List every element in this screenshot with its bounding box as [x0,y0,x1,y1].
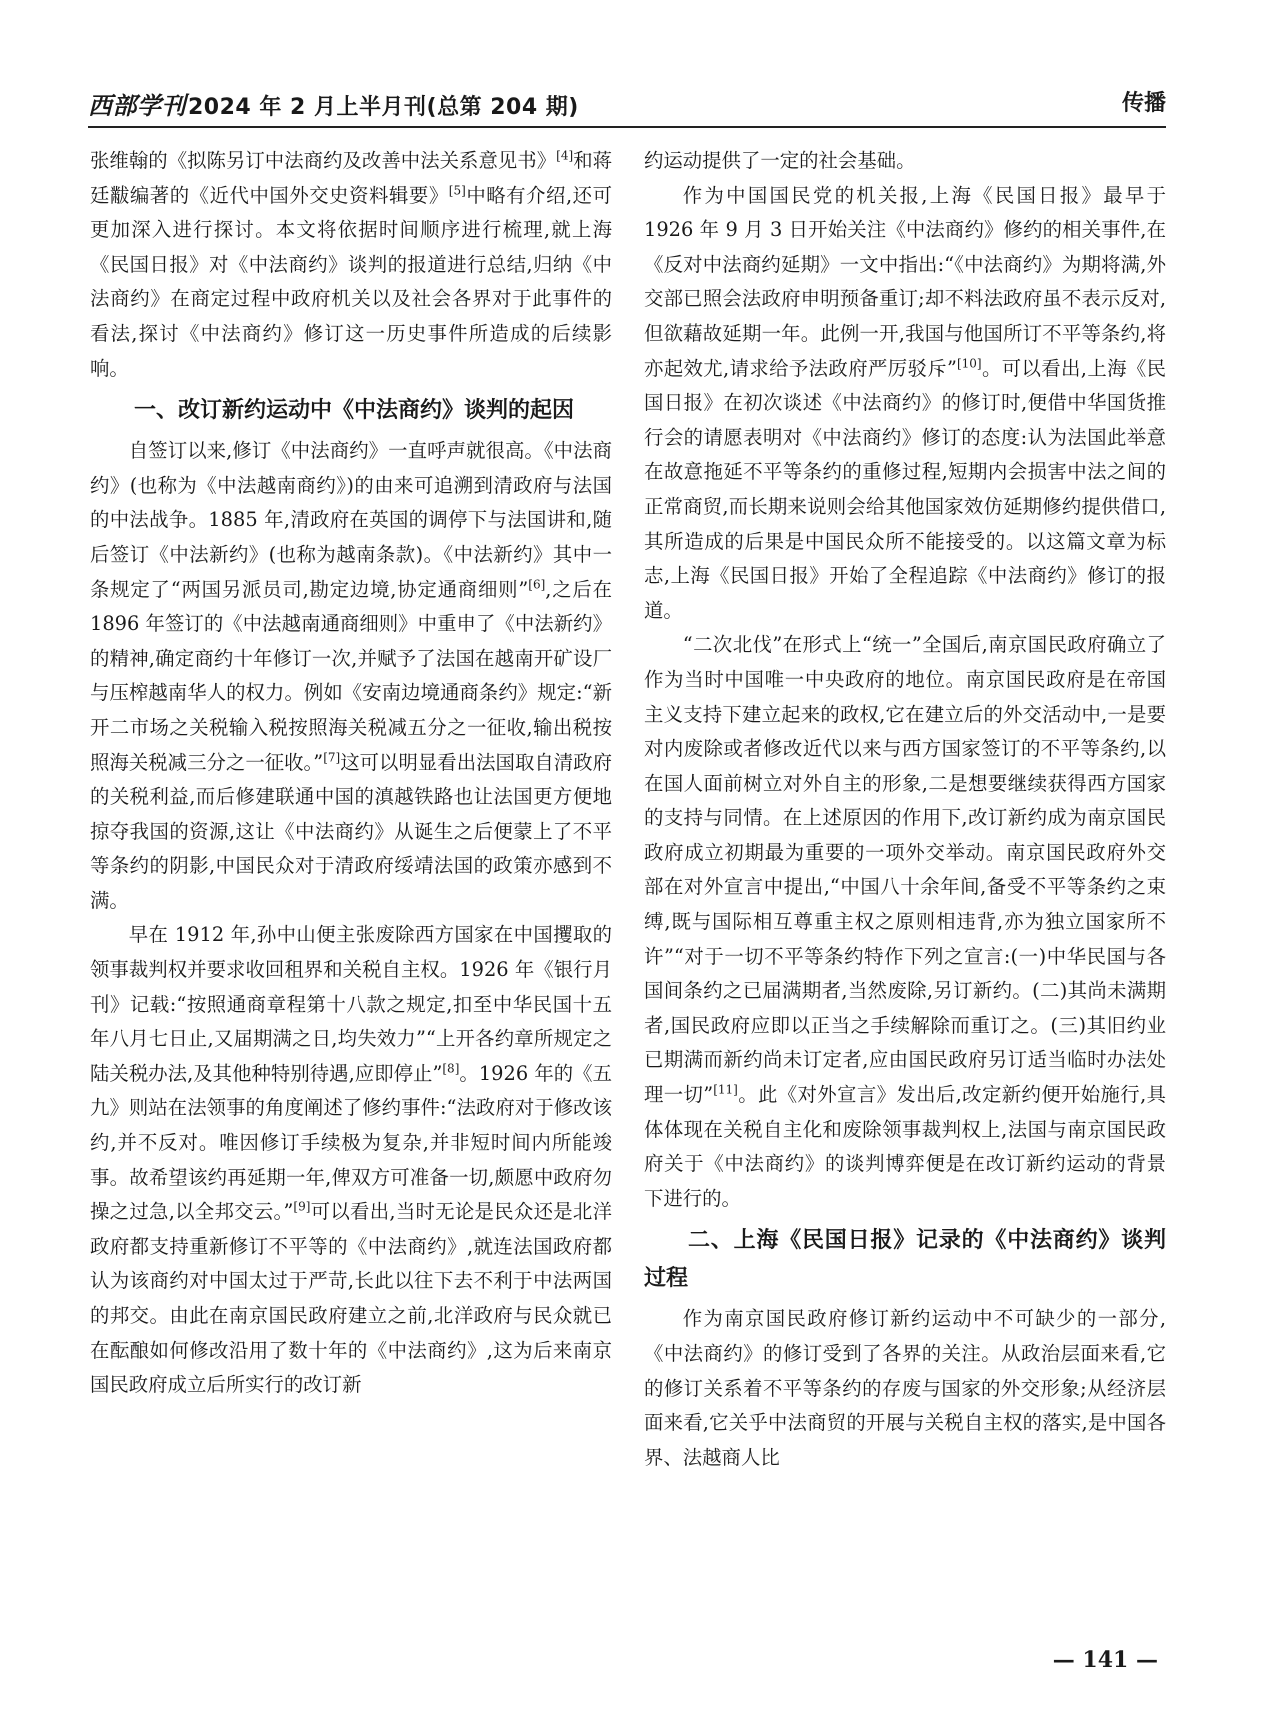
paragraph-text: 一、改订新约运动中《中法商约》谈判的起因 [134,398,575,424]
body-paragraph [644,144,1166,179]
section-label: 传播 [1121,91,1166,116]
citation-ref: [6] [528,577,546,592]
citation-ref: [9] [293,1199,311,1214]
body-paragraph [644,179,1166,629]
section-heading [90,392,612,430]
citation-ref: [10] [956,356,982,371]
citation-ref: [7] [323,750,341,765]
paragraph-text: 这可以明显看出法国取自清政府的关税利益,而后修建联通中国的滇越铁路也让法国更方便地掠夺我国的资源,这让《中法商约》从诞生之后便蒙上了不平等条约的阴影,中国民众对于清政府绥靖法国的政策亦感到不满。 [90,750,613,912]
page-header [88,84,1166,128]
body-paragraph [90,144,612,386]
body-paragraph [90,434,612,918]
paragraph-text: 。1926 年的《五九》则站在法领事的角度阐述了修约事件:“法政府对于修改该约,并不反对。唯因修订手续极为复杂,并非短时间内所能竣事。故希望该约再延期一年,俾双方可准备一切,颇愿中政府勿操之过急,以全邦交云。” [90,1061,612,1224]
paragraph-text: 约运动提供了一定的社会基础。 [644,149,916,172]
journal-logo: 西部学刊 [88,91,186,120]
citation-ref: [4] [556,148,574,163]
paragraph-text: 可以看出,当时无论是民众还是北洋政府都支持重新修订不平等的《中法商约》,就连法国政府都认为该商约对中国太过于严苛,长此以往下去不利于中法两国的邦交。由此在南京国民政府建立之前,北洋政府与民众就已在酝酿如何修改沿用了数十年的《中法商约》,这为后来南京国民政府成立后所实行的改订新 [90,1200,612,1397]
paragraph-text: 二、上海《民国日报》记录的《中法商约》谈判过程 [644,1228,1166,1292]
paragraph-text: “二次北伐”在形式上“统一”全国后,南京国民政府确立了作为当时中国唯一中央政府的地位。南京国民政府是在帝国主义支持下建立起来的政权,它在建立后的外交活动中,一是要对内废除或者修改近代以来与西方国家签订的不平等条约,以在国人面前树立对外自主的形象,二是想要继续获得西方国家的支持与同情。在上述原因的作用下,改订新约成为南京国民政府成立初期最为重要的一项外交举动。南京国民政府外交部在对外宣言中提出,“中国八十余年间,备受不平等条约之束缚,既与国际相互尊重主权之原则相违背,亦为独立国家所不许”“对于一切不平等条约特作下列之宣言:(一)中华民国与各国间条约之已届满期者,当然废除,另订新约。(二)其尚未满期者,国民政府应即以正当之手续解除而重订之。(三)其旧约业已期满而新约尚未订定者,应由国民政府另订适当临时办法处理一切” [644,633,1166,1107]
paragraph-text: 中略有介绍,还可更加深入进行探讨。本文将依据时间顺序进行梳理,就上海《民国日报》对《中法商约》谈判的报道进行总结,归纳《中法商约》在商定过程中政府机关以及社会各界对于此事件的看法,探讨《中法商约》修订这一历史事件所造成的后续影响。 [90,183,613,380]
citation-ref: [8] [442,1061,460,1076]
paragraph-text: 。可以看出,上海《民国日报》在初次谈述《中法商约》的修订时,便借中华国货推行会的请愿表明对《中法商约》修订的态度:认为法国此举意在故意拖延不平等条约的重修过程,短期内会损害中法之间的正常商贸,而长期来说则会给其他国家效仿延期修约提供借口,其所造成的后果是中国民众所不能接受的。以这篇文章为标志,上海《民国日报》开始了全程追踪《中法商约》修订的报道。 [644,356,1167,622]
paragraph-text: 。此《对外宣言》发出后,改定新约便开始施行,具体体现在关税自主化和废除领事裁判权上,法国与南京国民政府关于《中法商约》的谈判博弈便是在改订新约运动的背景下进行的。 [644,1083,1167,1210]
citation-ref: [11] [713,1082,738,1097]
left-column [90,144,612,1403]
paragraph-text: 张维翰的《拟陈另订中法商约及改善中法关系意见书》 [90,149,557,172]
body-paragraph [644,1302,1166,1475]
paragraph-text: 自签订以来,修订《中法商约》一直呼声就很高。《中法商约》(也称为《中法越南商约》)的由来可追溯到清政府与法国的中法战争。1885 年,清政府在英国的调停下与法国讲和,随后签订《中法新约》(也称为越南条款)。《中法新约》其中一条规定了“两国另派员司,勘定边境,协定通商细则” [90,439,612,601]
paragraph-text: 作为中国国民党的机关报,上海《民国日报》最早于 1926 年 9 月 3 日开始关注《中法商约》修约的相关事件,在《反对中法商约延期》一文中指出:“《中法商约》为期将满,外交部已照会法政府申明预备重订;却不料法政府虽不表示反对,但欲藉故延期一年。此例一开,我国与他国所订不平等条约,将亦起效尤,请求给予法政府严厉驳斥” [644,183,1166,380]
body-paragraph [644,628,1166,1216]
paragraph-text: 早在 1912 年,孙中山便主张废除西方国家在中国攫取的领事裁判权并要求收回租界和关税自主权。1926 年《银行月刊》记载:“按照通商章程第十八款之规定,扣至中华民国十五年八月七日止,又届期满之日,均失效力”“上开各约章所规定之陆关税办法,及其他种特别待遇,应即停止” [90,923,612,1085]
journal-masthead [88,86,579,121]
paragraph-text: 和蒋廷黻编著的《近代中国外交史资料辑要》 [90,149,613,207]
paragraph-text: 作为南京国民政府修订新约运动中不可缺少的一部分,《中法商约》的修订受到了各界的关注。从政治层面来看,它的修订关系着不平等条约的存废与国家的外交形象;从经济层面来看,它关乎中法商贸的开展与关税自主权的落实,是中国各界、法越商人比 [644,1307,1166,1469]
paragraph-text: ,之后在 1896 年签订的《中法越南通商细则》中重申了《中法新约》的精神,确定商约十年修订一次,并赋予了法国在越南开矿设厂与压榨越南华人的权力。例如《安南边境通商条约》规定:“新开二市场之关税输入税按照海关税减五分之一征收,输出税按照海关税减三分之一征收。” [90,577,612,774]
section-heading [644,1222,1166,1298]
page-number: — 141 — [1052,1647,1158,1673]
body-paragraph [90,918,612,1402]
issue-info: 2024 年 2 月上半月刊(总第 204 期) [188,95,579,120]
right-column [644,144,1166,1475]
citation-ref: [5] [448,183,466,198]
